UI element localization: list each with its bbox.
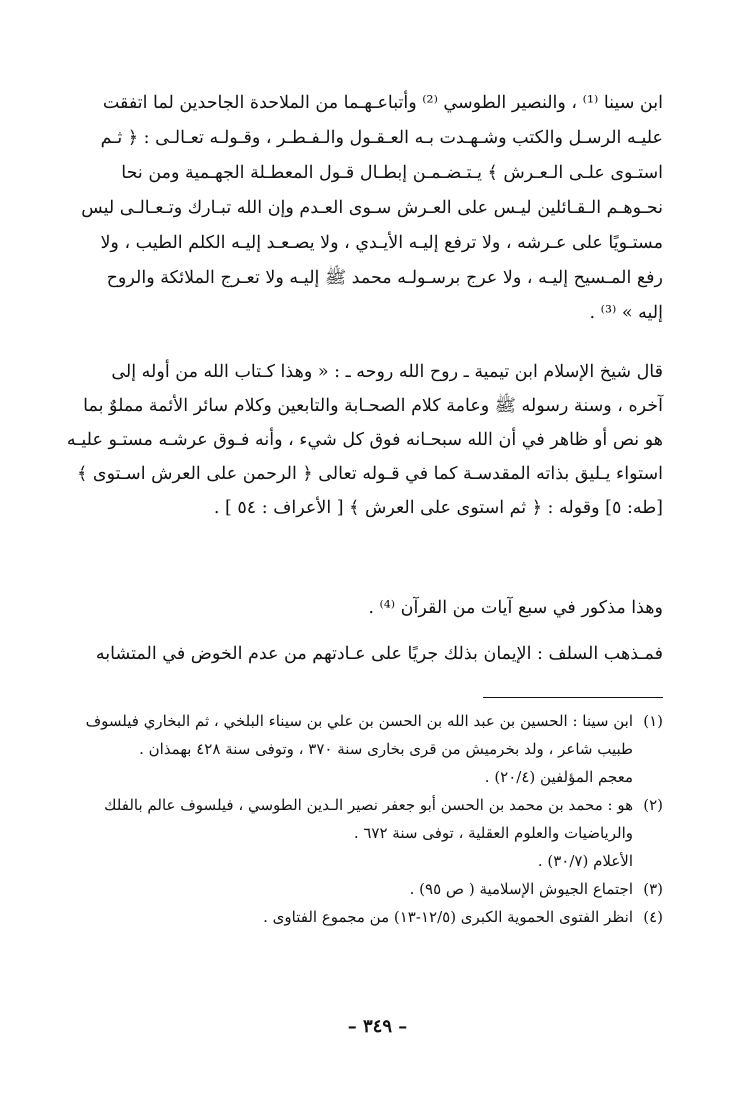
text-line: آخره ، وسنة رسوله ﷺ وعامة كلام الصحـابة والتابعين وكلام سائر الأئمة مملوٌ بما <box>83 396 663 416</box>
footnote-number: (٣) <box>643 880 663 898</box>
text-line: نحـوهـم الـقـائلين ليـس على العـرش سـوى العـدم وإن الله تبـارك وتـعـالـى ليس <box>81 198 663 218</box>
text-line: استـوى علـى الـعـرش ﴾ يـتـضـمـن إبطـال قـول المعطـلة الجهـمية ومن نحا <box>121 163 663 183</box>
footnote-2 <box>104 791 663 819</box>
footnote-text: هو : محمد بن محمد بن الحسن أبو جعفر نصير الـدين الطوسي ، فيلسوف عالم بالفلك <box>104 796 633 814</box>
footnote-1-line-3: معجم المؤلفين (٢٠/٤) . <box>484 768 633 786</box>
footnote-2-line-3: الأعلام (٣٠/٧) . <box>537 852 633 870</box>
footnote-2-line-2: والرياضيات والعلوم العقلية ، توفى سنة ٦٧٢ . <box>353 824 633 842</box>
text-line: [طه: ٥] وقوله : ﴿ ثم استوى على العرش ﴾ [ الأعراف : ٥٤ ] . <box>213 498 663 518</box>
footnote-number: (١) <box>643 712 663 730</box>
footnote-3 <box>143 875 663 903</box>
text-line: رفع المـسيح إليـه ، ولا عرج برسـولـه محمد ﷺ إليـه ولا تعـرج الملائكة والروح <box>106 268 663 288</box>
footnote-text: اجتماع الجيوش الإسلامية ( ص ٩٥) . <box>409 880 633 898</box>
footnote-number: (٢) <box>643 796 663 814</box>
footnote-4 <box>143 903 663 931</box>
text-line: استواء يـليق بذاته المقدسـة كما في قـوله تعالى ﴿ الرحمن على العرش اسـتوى ﴾ <box>77 464 663 484</box>
text-line: ابن سينا ⁽¹⁾ ، والنصير الطوسي ⁽²⁾ وأتباعـهـما من الملاحدة الجاحدين لما اتفقت <box>102 93 663 113</box>
text-line: قال شيخ الإسلام ابن تيمية ـ روح الله روحه ـ : « وهذا كـتاب الله من أوله إلى <box>111 362 663 382</box>
footnote-number: (٤) <box>643 908 663 926</box>
text-line: هو نص أو ظاهر في أن الله سبحـانه فوق كل شيء ، وأنه فـوق عرشـه مستـو عليـه <box>66 430 663 450</box>
text-line: وهذا مذكور في سبع آيات من القرآن ⁽⁴⁾ . <box>368 598 663 618</box>
main-paragraph-2 <box>66 355 663 525</box>
page-number: – ٣٤٩ – <box>347 1016 408 1037</box>
footnotes <box>85 707 663 931</box>
text-line: عليـه الرسـل والكتب وشـهـدت بـه العـقـول والـفـطـر ، وقـولـه تعـالـى : ﴿ ثـم <box>100 128 663 148</box>
footnote-text: ابن سينا : الحسين بن عبد الله بن الحسن بن علي بن سيناء البلخي ، ثم البخاري فيلسوف <box>85 712 633 730</box>
main-paragraph-1 <box>81 86 663 331</box>
footnote-text: انظر الفتوى الحموية الكبرى (١٢/٥-١٣) من مجموع الفتاوى . <box>263 908 633 926</box>
footnote-1-line-2: طبيب شاعر ، ولد بخرميش من قرى بخارى سنة ٣٧٠ ، وتوفى سنة ٤٢٨ بهمذان . <box>139 740 633 758</box>
main-paragraph-4 <box>95 637 663 671</box>
text-line: إليه » ⁽³⁾ . <box>589 303 663 323</box>
footnote-1 <box>85 707 663 735</box>
main-paragraph-3 <box>143 591 663 625</box>
footnote-separator <box>483 697 663 698</box>
text-line: مستـويًا على عـرشه ، ولا ترفع إليـه الأيـدي ، ولا يصـعـد إليـه الكلم الطيب ، ولا <box>100 233 663 253</box>
text-line: فمـذهب السلف : الإيمان بذلك جريًا على عـادتهم من عدم الخوض في المتشابه <box>95 644 663 664</box>
